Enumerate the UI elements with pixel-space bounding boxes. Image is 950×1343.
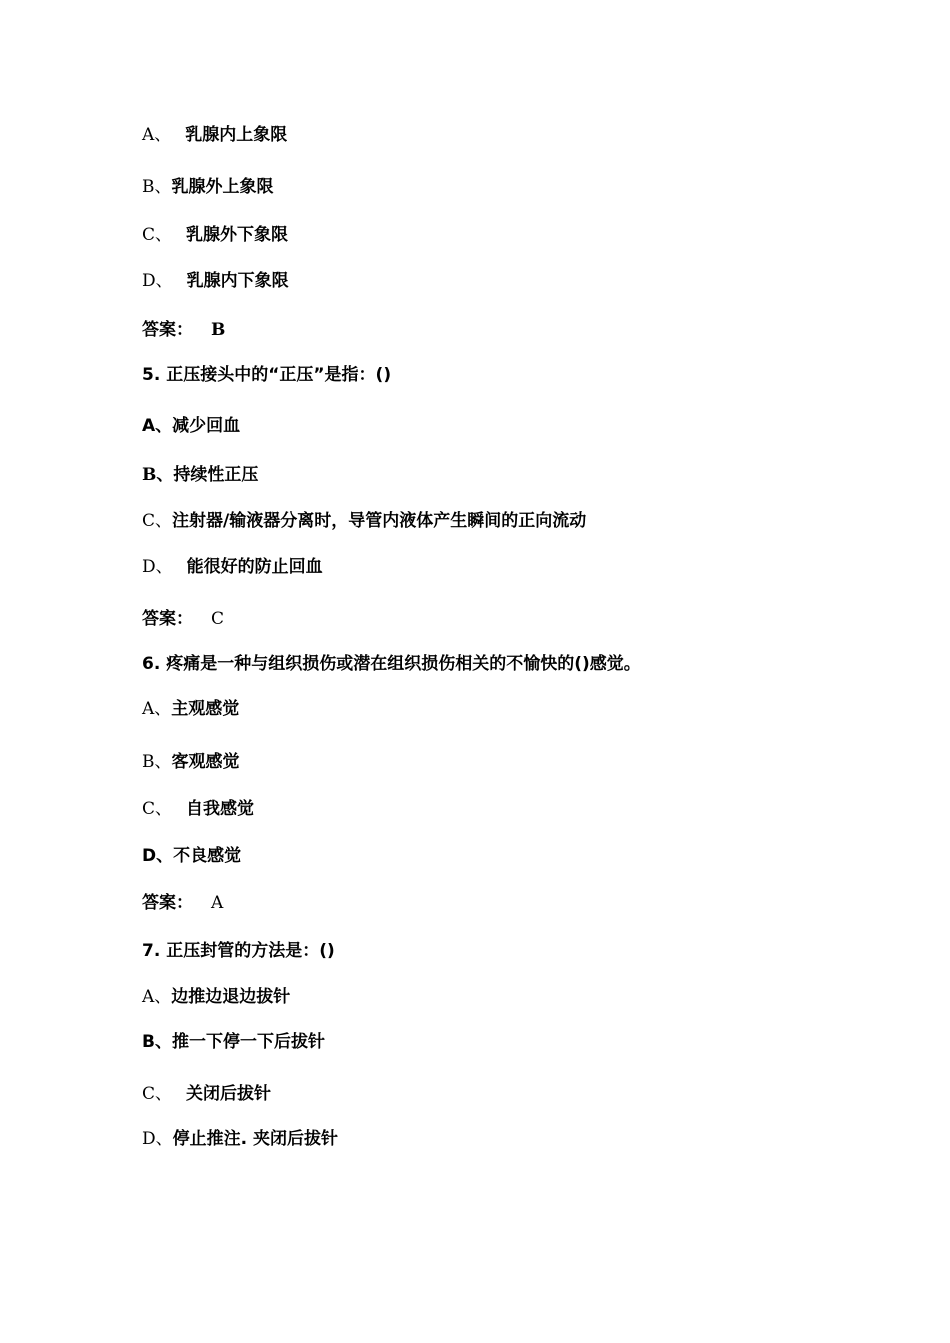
q5-option-a bbox=[142, 415, 240, 437]
q6-option-a bbox=[142, 698, 239, 720]
option-text: 乳腺外下象限 bbox=[186, 225, 289, 245]
q7-option-d bbox=[142, 1128, 338, 1150]
option-label: A、 bbox=[142, 125, 172, 145]
option-text: 边推边退边拔针 bbox=[171, 987, 291, 1007]
option-label: A、 bbox=[142, 987, 172, 1007]
answer-value: C bbox=[211, 609, 225, 629]
option-label: B、 bbox=[142, 1032, 172, 1052]
option-text: 乳腺内下象限 bbox=[186, 271, 289, 291]
q5-option-d bbox=[142, 556, 323, 578]
option-label: A、 bbox=[142, 416, 173, 436]
option-label: C、 bbox=[142, 1084, 173, 1104]
option-text: 乳腺内上象限 bbox=[185, 125, 288, 145]
option-text: 推一下停一下后拔针 bbox=[171, 1032, 325, 1052]
option-text: 乳腺外上象限 bbox=[171, 177, 274, 197]
q5-option-b bbox=[142, 464, 258, 486]
option-label: D、 bbox=[142, 557, 173, 577]
option-label: C、 bbox=[142, 225, 173, 245]
option-label: D、 bbox=[142, 271, 173, 291]
option-text: 能很好的防止回血 bbox=[186, 557, 323, 577]
q7-question: 7. 正压封管的方法是：() bbox=[142, 941, 335, 961]
option-text: 注射器/输液器分离时，导管内液体产生瞬间的正向流动 bbox=[172, 511, 587, 531]
answer-value: B bbox=[211, 320, 226, 340]
option-label: C、 bbox=[142, 799, 173, 819]
q4-answer bbox=[142, 319, 225, 341]
answer-label: 答案： bbox=[142, 609, 193, 629]
option-text: 停止推注. 夹闭后拔针 bbox=[172, 1129, 339, 1149]
q6-answer bbox=[142, 892, 223, 914]
q5-question: 5. 正压接头中的“正压”是指：() bbox=[142, 365, 392, 385]
q5-option-c bbox=[142, 510, 586, 532]
q6-option-b bbox=[142, 751, 240, 773]
q7-option-b bbox=[142, 1031, 325, 1053]
answer-label: 答案： bbox=[142, 320, 193, 340]
option-text: 自我感觉 bbox=[186, 799, 255, 819]
option-label: A、 bbox=[142, 699, 172, 719]
option-label: B、 bbox=[142, 752, 172, 772]
q5-answer bbox=[142, 608, 224, 630]
q4-option-c bbox=[142, 224, 288, 246]
option-label: B、 bbox=[142, 177, 172, 197]
option-text: 主观感觉 bbox=[171, 699, 240, 719]
option-label: D、 bbox=[142, 1129, 173, 1149]
q6-option-d bbox=[142, 845, 241, 867]
q6-option-c bbox=[142, 798, 254, 820]
option-text: 持续性正压 bbox=[173, 465, 259, 485]
answer-value: A bbox=[211, 893, 224, 913]
option-label: C、 bbox=[142, 511, 173, 531]
q4-option-b bbox=[142, 176, 274, 198]
option-label: B、 bbox=[142, 465, 174, 485]
option-text: 不良感觉 bbox=[173, 846, 242, 866]
option-text: 客观感觉 bbox=[171, 752, 240, 772]
option-text: 减少回血 bbox=[172, 416, 241, 436]
option-label: D、 bbox=[142, 846, 174, 866]
answer-label: 答案： bbox=[142, 893, 193, 913]
q7-option-a bbox=[142, 986, 290, 1008]
q6-question: 6. 疼痛是一种与组织损伤或潜在组织损伤相关的不愉快的()感觉。 bbox=[142, 654, 641, 674]
q4-option-d bbox=[142, 270, 289, 292]
option-text: 关闭后拔针 bbox=[186, 1084, 272, 1104]
q7-option-c bbox=[142, 1083, 271, 1105]
q4-option-a bbox=[142, 124, 287, 146]
